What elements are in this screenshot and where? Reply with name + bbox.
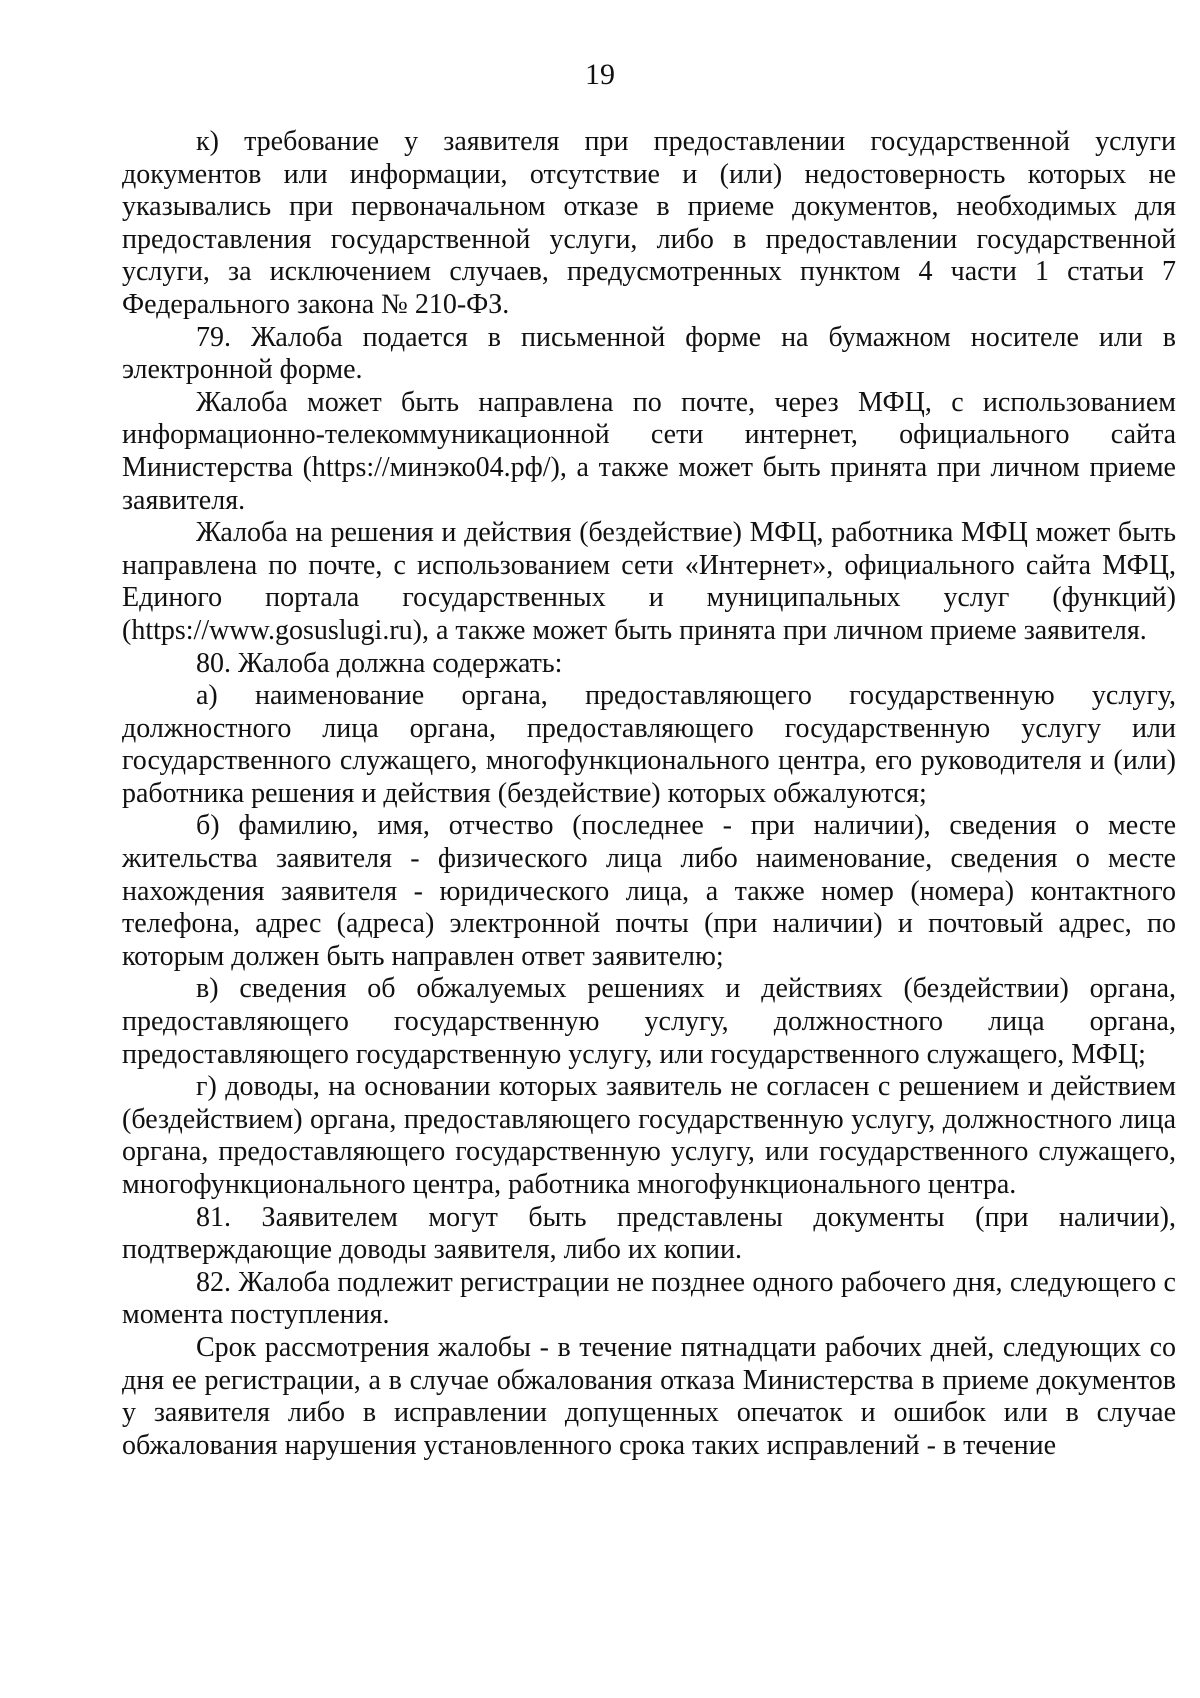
paragraph-82: 82. Жалоба подлежит регистрации не позднее одного рабочего дня, следующего с момента поступления.	[122, 1266, 1176, 1331]
paragraph-review-period: Срок рассмотрения жалобы - в течение пятнадцати рабочих дней, следующих со дня ее регистрации, а в случае обжалования отказа Министерства в приеме документов у заявителя либо в исправлении допущенных опечаток и ошибок или в случае обжалования нарушения установленного срока таких исправлений - в течение	[122, 1331, 1176, 1461]
page-number: 19	[585, 58, 615, 91]
paragraph-mfc-complaint: Жалоба на решения и действия (бездействие) МФЦ, работника МФЦ может быть направлена по почте, с использованием сети «Интернет», официального сайта МФЦ, Единого портала государственных и муниципальных услуг (функций) (https://www.gosuslugi.ru), а также может быть принята при личном приеме заявителя.	[122, 517, 1176, 646]
paragraph-complaint-channels: Жалоба может быть направлена по почте, через МФЦ, с использованием информационно-телекоммуникационной сети интернет, официального сайта Министерства (https://минэко04.рф/), а также может быть принята при личном приеме заявителя.	[122, 386, 1176, 516]
paragraph-80: 80. Жалоба должна содержать:	[196, 647, 563, 679]
paragraph-item-a: а) наименование органа, предоставляющего государственную услугу, должностного лица органа, предоставляющего государственную услугу или государственного служащего, многофункционального центра, его руководителя и (или) работника решения и действия (бездействие) которых обжалуются;	[122, 680, 1176, 809]
paragraph-item-k: к) требование у заявителя при предоставлении государственной услуги документов или информации, отсутствие и (или) недостоверность которых не указывались при первоначальном отказе в приеме документов, необходимых для предоставления государственной услуги, либо в предоставлении государственной услуги, за исключением случаев, предусмотренных пунктом 4 части 1 статьи 7 Федерального закона № 210-ФЗ.	[122, 126, 1176, 320]
document-body	[122, 126, 1176, 1462]
paragraph-item-g: г) доводы, на основании которых заявитель не согласен с решением и действием (бездействием) органа, предоставляющего государственную услугу, должностного лица органа, предоставляющего государственную услугу, или государственного служащего, многофункционального центра, работника многофункционального центра.	[122, 1071, 1176, 1200]
paragraph-81: 81. Заявителем могут быть представлены документы (при наличии), подтверждающие доводы заявителя, либо их копии.	[122, 1201, 1176, 1266]
paragraph-79: 79. Жалоба подается в письменной форме на бумажном носителе или в электронной форме.	[122, 321, 1176, 386]
paragraph-item-v: в) сведения об обжалуемых решениях и действиях (бездействии) органа, предоставляющего государственную услугу, должностного лица органа, предоставляющего государственную услугу, или государственного служащего, МФЦ;	[122, 973, 1176, 1070]
paragraph-item-b: б) фамилию, имя, отчество (последнее - при наличии), сведения о месте жительства заявителя - физического лица либо наименование, сведения о месте нахождения заявителя - юридического лица, а также номер (номера) контактного телефона, адрес (адреса) электронной почты (при наличии) и почтовый адрес, по которым должен быть направлен ответ заявителю;	[122, 810, 1176, 972]
